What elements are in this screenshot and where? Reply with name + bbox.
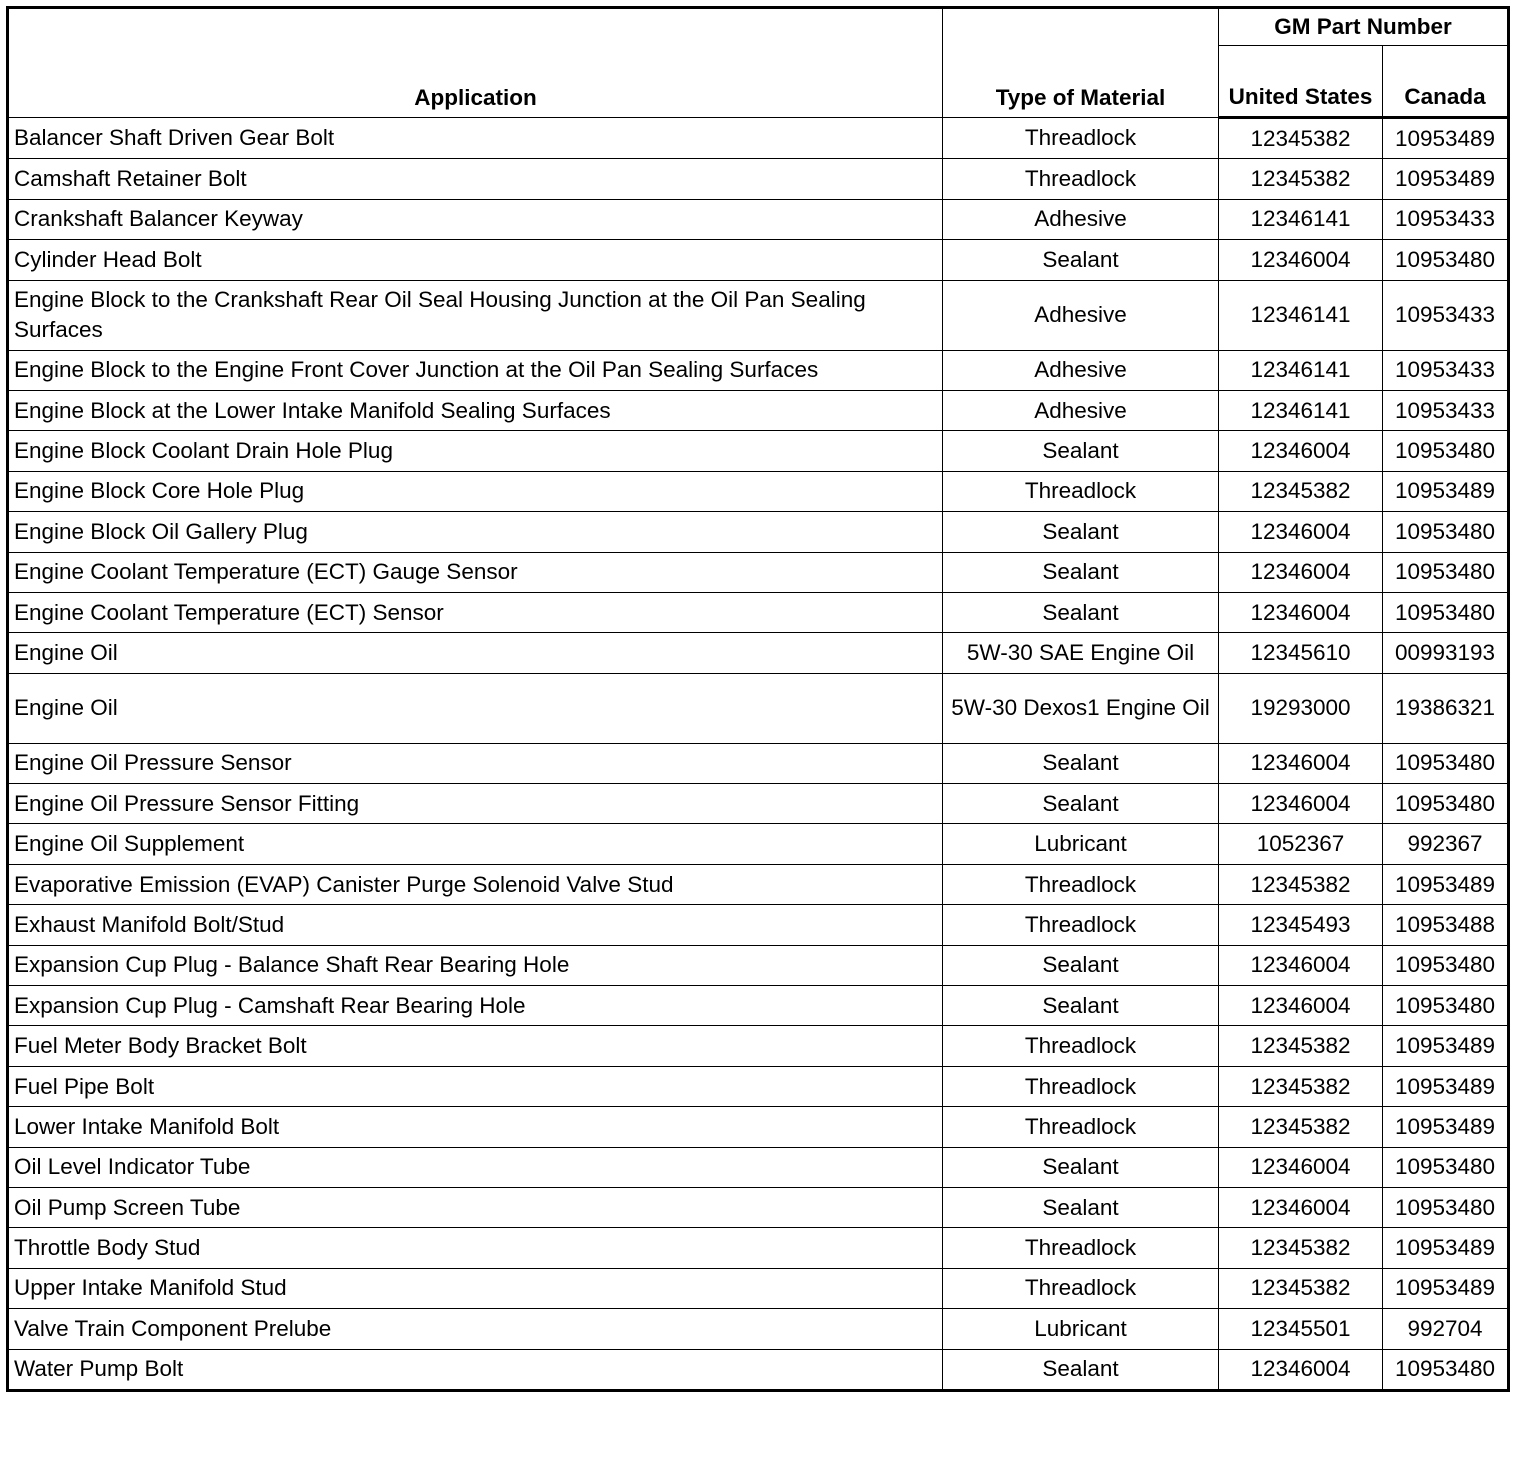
canada-part-number-cell: 10953433 bbox=[1383, 350, 1509, 390]
canada-part-number-cell: 00993193 bbox=[1383, 633, 1509, 673]
canada-part-number-cell: 10953489 bbox=[1383, 1107, 1509, 1147]
canada-part-number-cell: 10953480 bbox=[1383, 1187, 1509, 1227]
application-cell: Balancer Shaft Driven Gear Bolt bbox=[8, 118, 943, 159]
application-cell: Oil Pump Screen Tube bbox=[8, 1187, 943, 1227]
table-row bbox=[8, 350, 1509, 390]
us-part-number-cell: 12345382 bbox=[1219, 1066, 1383, 1106]
application-cell: Expansion Cup Plug - Camshaft Rear Bearing Hole bbox=[8, 986, 943, 1026]
us-part-number-cell: 12346004 bbox=[1219, 512, 1383, 552]
material-cell: Adhesive bbox=[943, 280, 1219, 350]
canada-part-number-cell: 10953489 bbox=[1383, 118, 1509, 159]
material-cell: Threadlock bbox=[943, 1228, 1219, 1268]
application-cell: Valve Train Component Prelube bbox=[8, 1309, 943, 1349]
us-part-number-cell: 12345610 bbox=[1219, 633, 1383, 673]
canada-part-number-cell: 10953480 bbox=[1383, 552, 1509, 592]
material-cell: Adhesive bbox=[943, 199, 1219, 239]
application-cell: Engine Coolant Temperature (ECT) Gauge Sensor bbox=[8, 552, 943, 592]
us-part-number-cell: 12346004 bbox=[1219, 1147, 1383, 1187]
table-row bbox=[8, 1309, 1509, 1349]
table-row bbox=[8, 512, 1509, 552]
us-part-number-cell: 12346141 bbox=[1219, 199, 1383, 239]
table-row bbox=[8, 552, 1509, 592]
material-cell: Sealant bbox=[943, 743, 1219, 783]
us-part-number-cell: 12345382 bbox=[1219, 1107, 1383, 1147]
material-cell: 5W-30 Dexos1 Engine Oil bbox=[943, 673, 1219, 743]
header-canada: Canada bbox=[1383, 46, 1509, 118]
table-row bbox=[8, 1228, 1509, 1268]
canada-part-number-cell: 19386321 bbox=[1383, 673, 1509, 743]
canada-part-number-cell: 10953489 bbox=[1383, 1066, 1509, 1106]
material-cell: Threadlock bbox=[943, 471, 1219, 511]
us-part-number-cell: 12345501 bbox=[1219, 1309, 1383, 1349]
us-part-number-cell: 12345382 bbox=[1219, 471, 1383, 511]
canada-part-number-cell: 10953480 bbox=[1383, 592, 1509, 632]
us-part-number-cell: 12346004 bbox=[1219, 240, 1383, 280]
table-row bbox=[8, 199, 1509, 239]
table-body bbox=[8, 118, 1509, 1391]
us-part-number-cell: 12345382 bbox=[1219, 1228, 1383, 1268]
us-part-number-cell: 12346004 bbox=[1219, 986, 1383, 1026]
header-type-of-material: Type of Material bbox=[943, 8, 1219, 118]
canada-part-number-cell: 10953480 bbox=[1383, 512, 1509, 552]
canada-part-number-cell: 10953480 bbox=[1383, 431, 1509, 471]
canada-part-number-cell: 992367 bbox=[1383, 824, 1509, 864]
header-gm-part-number: GM Part Number bbox=[1219, 8, 1509, 46]
canada-part-number-cell: 10953433 bbox=[1383, 280, 1509, 350]
us-part-number-cell: 12346004 bbox=[1219, 1187, 1383, 1227]
canada-part-number-cell: 10953433 bbox=[1383, 390, 1509, 430]
us-part-number-cell: 12345382 bbox=[1219, 1026, 1383, 1066]
table-row bbox=[8, 864, 1509, 904]
table-row bbox=[8, 1187, 1509, 1227]
canada-part-number-cell: 10953480 bbox=[1383, 1349, 1509, 1390]
table-row bbox=[8, 824, 1509, 864]
header-application: Application bbox=[8, 8, 943, 118]
table-row bbox=[8, 905, 1509, 945]
table-row bbox=[8, 1026, 1509, 1066]
table-row bbox=[8, 390, 1509, 430]
us-part-number-cell: 19293000 bbox=[1219, 673, 1383, 743]
canada-part-number-cell: 10953489 bbox=[1383, 864, 1509, 904]
application-cell: Crankshaft Balancer Keyway bbox=[8, 199, 943, 239]
material-cell: Sealant bbox=[943, 512, 1219, 552]
application-cell: Cylinder Head Bolt bbox=[8, 240, 943, 280]
application-cell: Engine Oil bbox=[8, 673, 943, 743]
canada-part-number-cell: 10953480 bbox=[1383, 240, 1509, 280]
header-united-states: United States bbox=[1219, 46, 1383, 118]
application-cell: Upper Intake Manifold Stud bbox=[8, 1268, 943, 1308]
table-row bbox=[8, 159, 1509, 199]
application-cell: Engine Block to the Engine Front Cover Junction at the Oil Pan Sealing Surfaces bbox=[8, 350, 943, 390]
us-part-number-cell: 12345382 bbox=[1219, 864, 1383, 904]
us-part-number-cell: 1052367 bbox=[1219, 824, 1383, 864]
material-cell: Sealant bbox=[943, 1147, 1219, 1187]
material-cell: Lubricant bbox=[943, 1309, 1219, 1349]
canada-part-number-cell: 10953489 bbox=[1383, 159, 1509, 199]
canada-part-number-cell: 10953489 bbox=[1383, 1268, 1509, 1308]
material-cell: Threadlock bbox=[943, 1026, 1219, 1066]
us-part-number-cell: 12346004 bbox=[1219, 552, 1383, 592]
material-cell: Adhesive bbox=[943, 350, 1219, 390]
material-cell: Threadlock bbox=[943, 118, 1219, 159]
table-row bbox=[8, 118, 1509, 159]
material-cell: Sealant bbox=[943, 431, 1219, 471]
material-cell: Sealant bbox=[943, 986, 1219, 1026]
us-part-number-cell: 12345493 bbox=[1219, 905, 1383, 945]
application-cell: Fuel Pipe Bolt bbox=[8, 1066, 943, 1106]
material-cell: Threadlock bbox=[943, 905, 1219, 945]
table-row bbox=[8, 1066, 1509, 1106]
canada-part-number-cell: 10953480 bbox=[1383, 743, 1509, 783]
canada-part-number-cell: 10953489 bbox=[1383, 1026, 1509, 1066]
canada-part-number-cell: 10953489 bbox=[1383, 471, 1509, 511]
canada-part-number-cell: 10953480 bbox=[1383, 986, 1509, 1026]
application-cell: Engine Block Core Hole Plug bbox=[8, 471, 943, 511]
us-part-number-cell: 12346004 bbox=[1219, 784, 1383, 824]
us-part-number-cell: 12345382 bbox=[1219, 118, 1383, 159]
application-cell: Engine Block Oil Gallery Plug bbox=[8, 512, 943, 552]
material-cell: Threadlock bbox=[943, 1066, 1219, 1106]
sealants-adhesives-table bbox=[6, 6, 1510, 1392]
material-cell: Threadlock bbox=[943, 1107, 1219, 1147]
material-cell: Sealant bbox=[943, 945, 1219, 985]
application-cell: Engine Coolant Temperature (ECT) Sensor bbox=[8, 592, 943, 632]
table-row bbox=[8, 673, 1509, 743]
canada-part-number-cell: 10953489 bbox=[1383, 1228, 1509, 1268]
us-part-number-cell: 12346004 bbox=[1219, 743, 1383, 783]
application-cell: Exhaust Manifold Bolt/Stud bbox=[8, 905, 943, 945]
application-cell: Evaporative Emission (EVAP) Canister Purge Solenoid Valve Stud bbox=[8, 864, 943, 904]
table-row bbox=[8, 240, 1509, 280]
application-cell: Throttle Body Stud bbox=[8, 1228, 943, 1268]
material-cell: 5W-30 SAE Engine Oil bbox=[943, 633, 1219, 673]
us-part-number-cell: 12346004 bbox=[1219, 592, 1383, 632]
material-cell: Threadlock bbox=[943, 864, 1219, 904]
us-part-number-cell: 12346141 bbox=[1219, 350, 1383, 390]
us-part-number-cell: 12345382 bbox=[1219, 159, 1383, 199]
material-cell: Lubricant bbox=[943, 824, 1219, 864]
application-cell: Engine Oil Pressure Sensor Fitting bbox=[8, 784, 943, 824]
material-cell: Sealant bbox=[943, 240, 1219, 280]
canada-part-number-cell: 10953488 bbox=[1383, 905, 1509, 945]
application-cell: Camshaft Retainer Bolt bbox=[8, 159, 943, 199]
us-part-number-cell: 12346004 bbox=[1219, 1349, 1383, 1390]
us-part-number-cell: 12346141 bbox=[1219, 390, 1383, 430]
material-cell: Threadlock bbox=[943, 1268, 1219, 1308]
application-cell: Fuel Meter Body Bracket Bolt bbox=[8, 1026, 943, 1066]
canada-part-number-cell: 10953480 bbox=[1383, 784, 1509, 824]
table-row bbox=[8, 743, 1509, 783]
material-cell: Adhesive bbox=[943, 390, 1219, 430]
application-cell: Expansion Cup Plug - Balance Shaft Rear Bearing Hole bbox=[8, 945, 943, 985]
canada-part-number-cell: 10953480 bbox=[1383, 945, 1509, 985]
table-row bbox=[8, 1349, 1509, 1390]
table-row bbox=[8, 1107, 1509, 1147]
material-cell: Sealant bbox=[943, 552, 1219, 592]
table-row bbox=[8, 1147, 1509, 1187]
us-part-number-cell: 12345382 bbox=[1219, 1268, 1383, 1308]
material-cell: Threadlock bbox=[943, 159, 1219, 199]
application-cell: Engine Oil Supplement bbox=[8, 824, 943, 864]
table-row bbox=[8, 986, 1509, 1026]
application-cell: Oil Level Indicator Tube bbox=[8, 1147, 943, 1187]
application-cell: Engine Oil bbox=[8, 633, 943, 673]
table-row bbox=[8, 1268, 1509, 1308]
table-row bbox=[8, 633, 1509, 673]
canada-part-number-cell: 10953480 bbox=[1383, 1147, 1509, 1187]
material-cell: Sealant bbox=[943, 1187, 1219, 1227]
table-row bbox=[8, 431, 1509, 471]
material-cell: Sealant bbox=[943, 1349, 1219, 1390]
table-row bbox=[8, 471, 1509, 511]
material-cell: Sealant bbox=[943, 784, 1219, 824]
application-cell: Engine Block Coolant Drain Hole Plug bbox=[8, 431, 943, 471]
application-cell: Engine Block to the Crankshaft Rear Oil Seal Housing Junction at the Oil Pan Sealing Surfaces bbox=[8, 280, 943, 350]
application-cell: Engine Block at the Lower Intake Manifold Sealing Surfaces bbox=[8, 390, 943, 430]
canada-part-number-cell: 10953433 bbox=[1383, 199, 1509, 239]
table-row bbox=[8, 280, 1509, 350]
us-part-number-cell: 12346141 bbox=[1219, 280, 1383, 350]
table-row bbox=[8, 592, 1509, 632]
application-cell: Lower Intake Manifold Bolt bbox=[8, 1107, 943, 1147]
us-part-number-cell: 12346004 bbox=[1219, 945, 1383, 985]
application-cell: Engine Oil Pressure Sensor bbox=[8, 743, 943, 783]
canada-part-number-cell: 992704 bbox=[1383, 1309, 1509, 1349]
material-cell: Sealant bbox=[943, 592, 1219, 632]
table-row bbox=[8, 784, 1509, 824]
table-row bbox=[8, 945, 1509, 985]
us-part-number-cell: 12346004 bbox=[1219, 431, 1383, 471]
application-cell: Water Pump Bolt bbox=[8, 1349, 943, 1390]
